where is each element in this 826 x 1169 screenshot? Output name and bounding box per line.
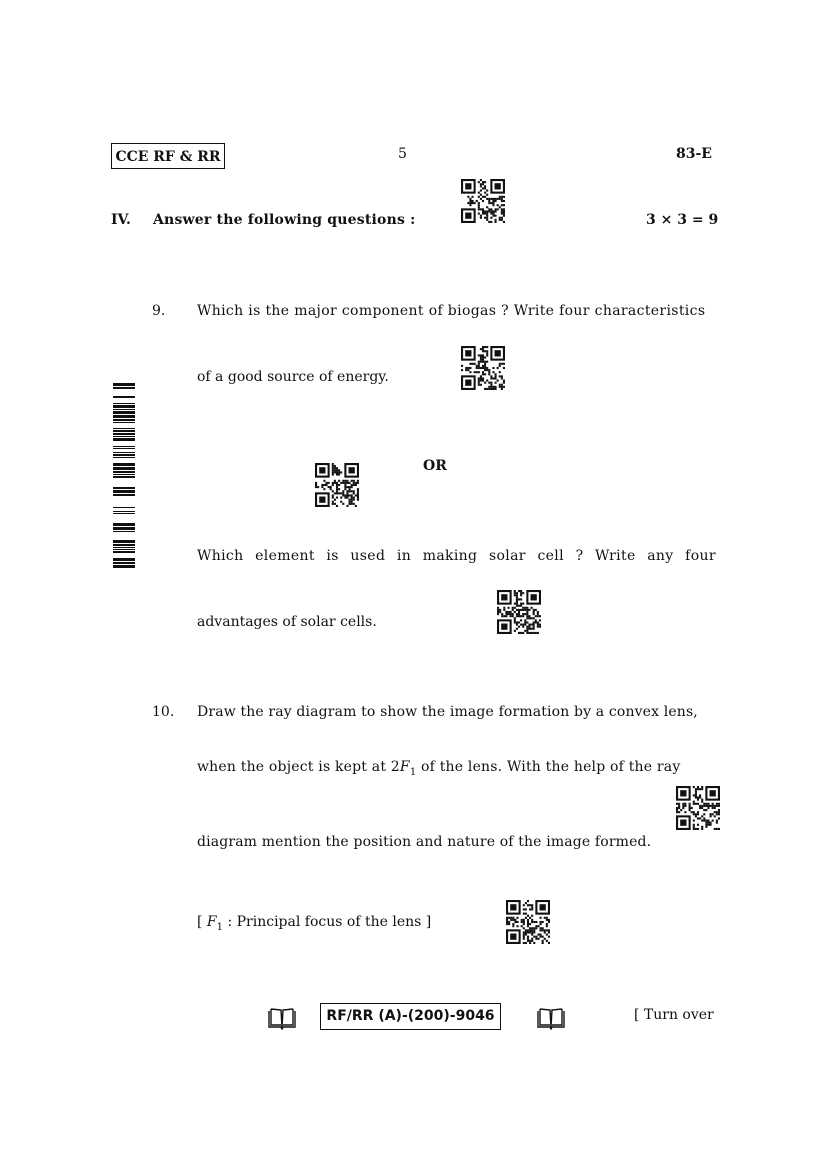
word: four	[685, 548, 716, 564]
turn-over-label: [ Turn over	[634, 1007, 714, 1023]
word: Which	[197, 548, 244, 564]
section-marks: 3 × 3 = 9	[646, 212, 719, 228]
question-10-line-2	[197, 759, 680, 778]
page-number: 5	[398, 146, 407, 162]
question-10-line-3: diagram mention the position and nature of the image formed.	[197, 834, 652, 850]
question-9-alt-line-1	[197, 548, 716, 564]
qr-code	[315, 463, 359, 507]
paper-code: 83-E	[676, 146, 712, 162]
question-9-alt-line-2: advantages of solar cells.	[197, 614, 377, 630]
open-book-icon	[267, 1008, 297, 1030]
barcode	[113, 383, 135, 569]
variable-f: F	[399, 759, 410, 775]
qr-code	[461, 346, 505, 390]
word: solar	[488, 548, 526, 564]
word: ?	[575, 548, 584, 564]
open-book-icon	[536, 1008, 566, 1030]
question-9-line-2: of a good source of energy.	[197, 369, 389, 385]
question-9-number: 9.	[152, 303, 166, 319]
section-number: IV.	[111, 212, 131, 228]
or-label: OR	[423, 458, 447, 474]
section-title: Answer the following questions :	[153, 212, 416, 228]
word: element	[255, 548, 315, 564]
question-10-line-2-post: of the lens. With the help of the ray	[416, 759, 681, 775]
header-code-box: CCE RF & RR	[111, 143, 225, 169]
note-bracket-open: [	[197, 914, 207, 930]
subscript-1: 1	[216, 921, 224, 933]
word: making	[422, 548, 478, 564]
footer-code-box: RF/RR (A)-(200)-9046	[320, 1003, 501, 1030]
question-10-line-1: Draw the ray diagram to show the image formation by a convex lens,	[197, 704, 698, 720]
question-10-note	[197, 914, 431, 933]
qr-code	[676, 786, 720, 830]
variable-f: F	[206, 914, 217, 930]
question-9-line-1: Which is the major component of biogas ? Write four characteristics	[197, 303, 706, 319]
word: is	[326, 548, 339, 564]
subscript-1: 1	[409, 766, 417, 778]
word: used	[350, 548, 386, 564]
word: cell	[537, 548, 564, 564]
qr-code	[461, 179, 505, 223]
question-10-line-2-pre: when the object is kept at 2	[197, 759, 400, 775]
qr-code	[497, 590, 541, 634]
word: any	[647, 548, 674, 564]
word: Write	[595, 548, 636, 564]
question-10-number: 10.	[152, 704, 175, 720]
word: in	[396, 548, 412, 564]
qr-code	[506, 900, 550, 944]
note-text: : Principal focus of the lens ]	[223, 914, 432, 930]
